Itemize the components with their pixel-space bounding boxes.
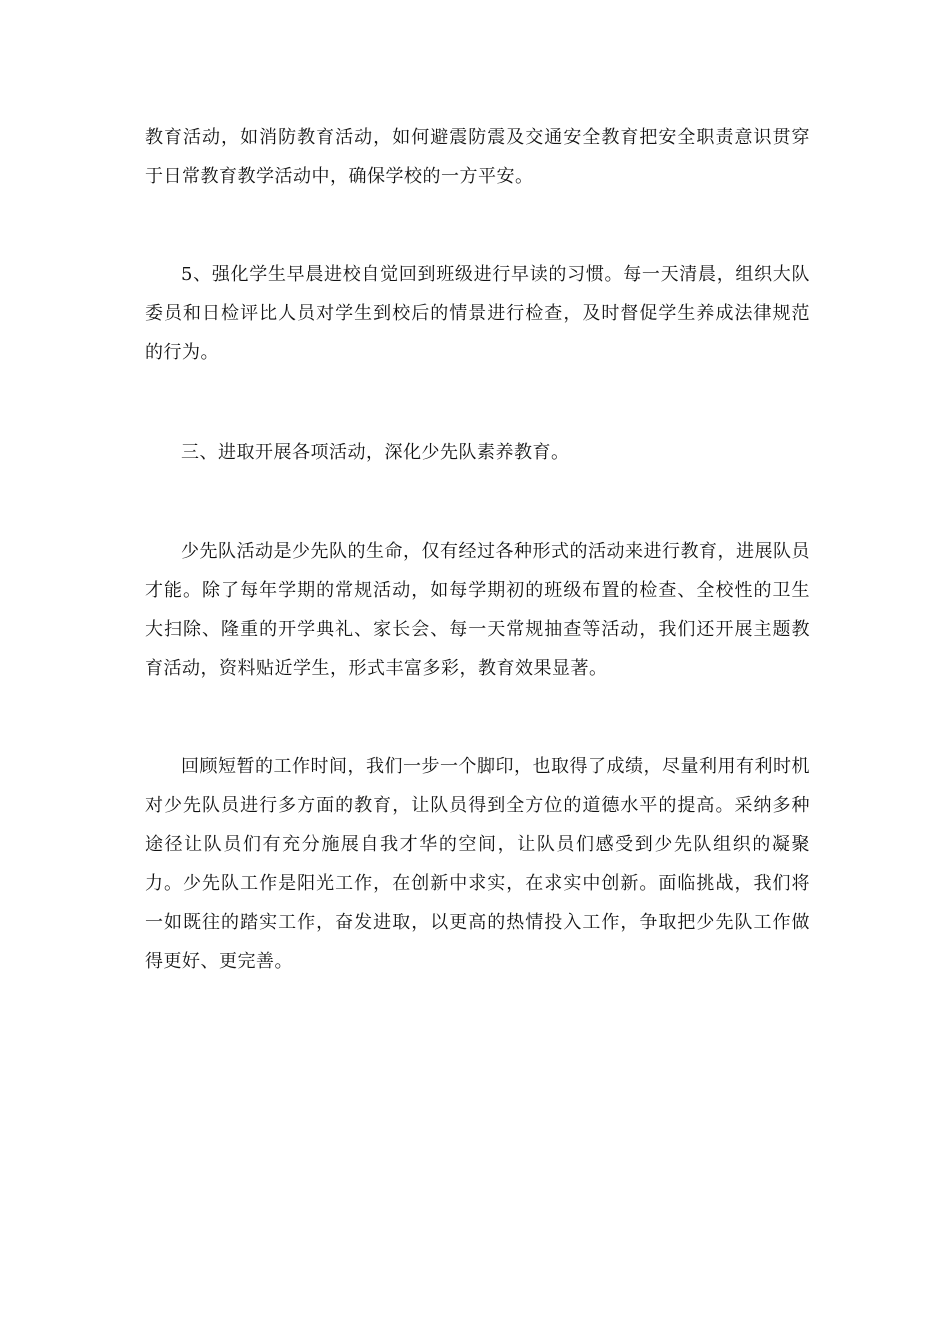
paragraph-continuation: 教育活动，如消防教育活动，如何避震防震及交通安全教育把安全职责意识贯穿于日常教育教学活动中，确保学校的一方平安。 [145,127,810,187]
section-heading-3: 三、进取开展各项活动，深化少先队素养教育。 [181,442,570,463]
paragraph-item-5: 5、强化学生早晨进校自觉回到班级进行早读的习惯。每一天清晨，组织大队委员和日检评比人员对学生到校后的情景进行检查，及时督促学生养成法律规范的行为。 [145,264,810,363]
paragraph-summary: 回顾短暂的工作时间，我们一步一个脚印，也取得了成绩，尽量利用有利时机对少先队员进行多方面的教育，让队员得到全方位的道德水平的提高。采纳多种途径让队员们有充分施展自我才华的空间，让队员们感受到少先队组织的凝聚力。少先队工作是阳光工作，在创新中求实，在求实中创新。面临挑战，我们将一如既往的踏实工作，奋发进取，以更高的热情投入工作，争取把少先队工作做得更好、更完善。 [145,756,810,972]
paragraph-activities: 少先队活动是少先队的生命，仅有经过各种形式的活动来进行教育，进展队员才能。除了每年学期的常规活动，如每学期初的班级布置的检查、全校性的卫生大扫除、隆重的开学典礼、家长会、每一天常规抽查等活动，我们还开展主题教育活动，资料贴近学生，形式丰富多彩，教育效果显著。 [145,541,810,679]
